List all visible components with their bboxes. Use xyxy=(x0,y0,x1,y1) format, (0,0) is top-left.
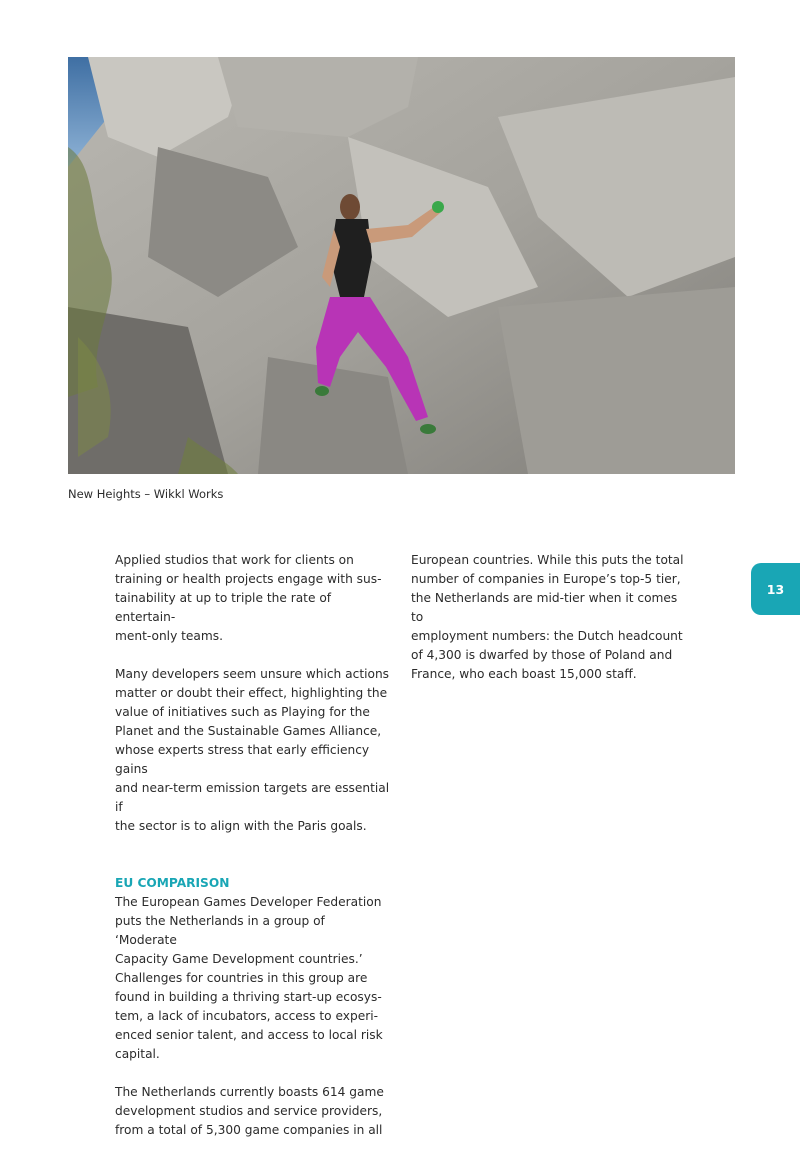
paragraph: Applied studios that work for clients on training or health projects engage with sus- tainability at up to triple the rate of entertain- ment-only teams. xyxy=(115,553,382,643)
image-caption: New Heights – Wikkl Works xyxy=(68,487,224,501)
section-heading: EU COMPARISON xyxy=(115,876,230,890)
rock-climbing-illustration xyxy=(68,57,735,474)
paragraph: European countries. While this puts the total number of companies in Europe’s top-5 tier, the Netherlands are mid-tier when it comes to employment numbers: the Dutch headcount of 4,300 is dwarfed by those of Poland and France, who each boast 15,000 staff. xyxy=(411,553,684,681)
paragraph: Many developers seem unsure which actions matter or doubt their effect, highlighting the value of initiatives such as Playing for the Planet and the Sustainable Games Alliance, whose experts stress that early efficiency gains and near-term emission targets are essential if the sector is to align with the Paris goals. xyxy=(115,667,390,833)
climber-on-rock-face-image xyxy=(68,57,735,474)
text-column-right xyxy=(411,551,686,703)
text-column-left xyxy=(115,551,390,1159)
page-number: 13 xyxy=(766,581,785,597)
paragraph: The Netherlands currently boasts 614 game development studios and service providers, from a total of 5,300 game companies in all xyxy=(115,1085,384,1137)
paragraph: The European Games Developer Federation puts the Netherlands in a group of ‘Moderate Capacity Game Development countries.’ Challenges for countries in this group are found in building a thriving start-up ecosys- tem, a lack of incubators, access to experi- enced senior talent, and access to local risk capital. xyxy=(115,895,383,1061)
page-number-tab xyxy=(751,563,800,615)
